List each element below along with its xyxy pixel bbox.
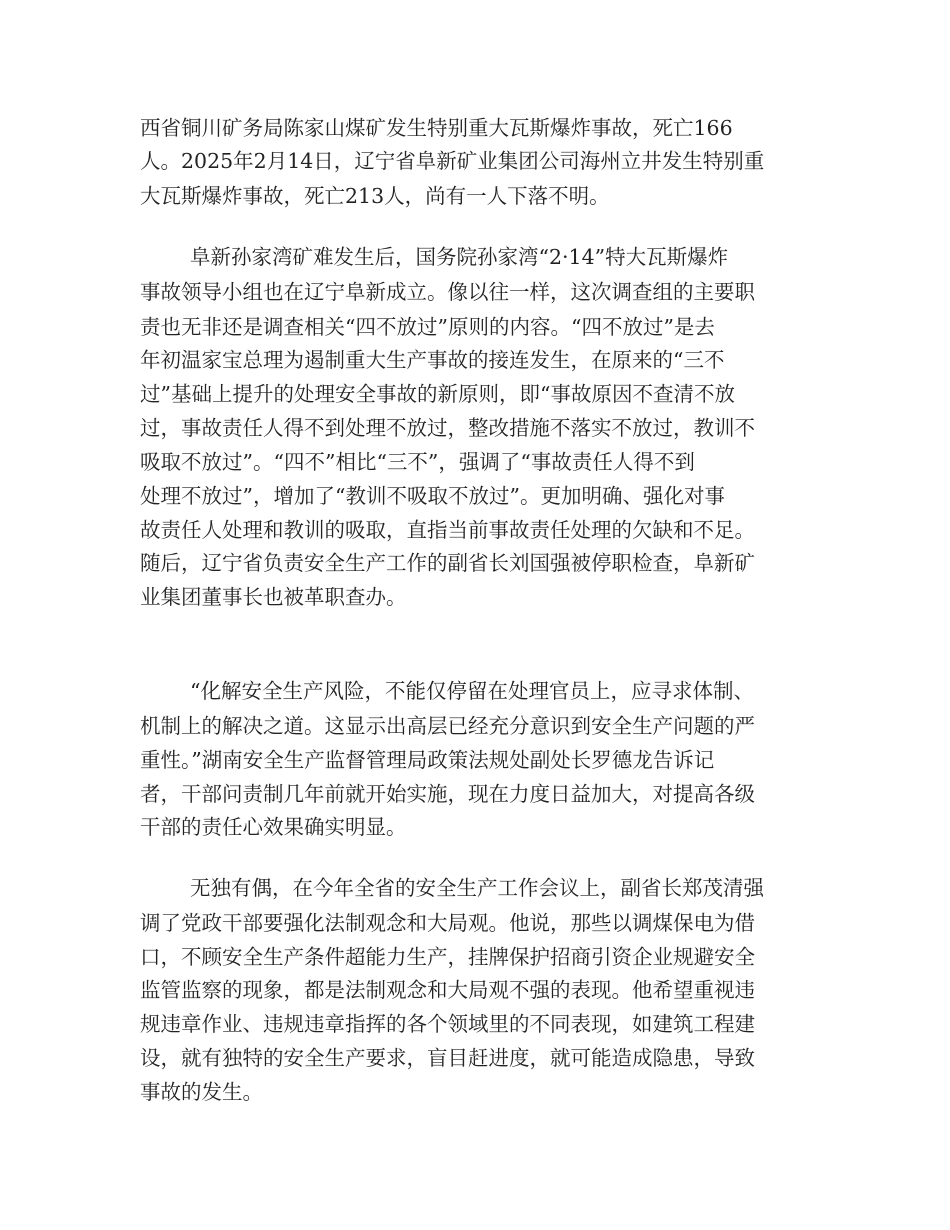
text-line: 大瓦斯爆炸事故，死亡213人，尚有一人下落不明。 [140,184,610,208]
text-line: 监管监察的现象，都是法制观念和大局观不强的表现。他希望重视违 [140,978,755,1002]
text-line: 重性。”湖南安全生产监督管理局政策法规处副处长罗德龙告诉记 [140,748,715,772]
text-line: “化解安全生产风险，不能仅停留在处理官员上，应寻求体制、 [190,679,754,703]
text-line: 过，事故责任人得不到处理不放过，整改措施不落实不放过，教训不 [140,416,755,440]
text-line: 业集团董事长也被革职查办。 [140,585,407,609]
text-line: 干部的责任心效果确实明显。 [140,815,407,839]
text-line: 故责任人处理和教训的吸取，直指当前事故责任处理的欠缺和不足。 [140,518,755,542]
text-line: 口，不顾安全生产条件超能力生产，挂牌保护招商引资企业规避安全 [140,945,755,969]
text-line: 无独有偶，在今年全省的安全生产工作会议上，副省长郑茂清强 [190,876,764,900]
text-line: 过”基础上提升的处理安全事故的新原则，即“事故原因不查清不放 [140,382,735,406]
text-line: 事故领导小组也在辽宁阜新成立。像以往一样，这次调查组的主要职 [140,280,755,304]
text-line: 阜新孙家湾矿难发生后，国务院孙家湾“2·14”特大瓦斯爆炸 [190,245,729,269]
text-line: 事故的发生。 [140,1080,263,1104]
text-line: 年初温家宝总理为遏制重大生产事故的接连发生，在原来的“三不 [140,348,725,372]
text-line: 人。2025年2月14日，辽宁省阜新矿业集团公司海州立井发生特别重 [140,149,765,173]
text-line: 西省铜川矿务局陈家山煤矿发生特别重大瓦斯爆炸事故，死亡166 [140,116,733,140]
text-line: 机制上的解决之道。这显示出高层已经充分意识到安全生产问题的严 [140,714,755,738]
text-line: 责也无非还是调查相关“四不放过”原则的内容。“四不放过”是去 [140,315,715,339]
text-line: 处理不放过”，增加了“教训不吸取不放过”。更加明确、强化对事 [140,484,725,508]
text-line: 随后，辽宁省负责安全生产工作的副省长刘国强被停职检查，阜新矿 [140,551,755,575]
text-line: 规违章作业、违规违章指挥的各个领域里的不同表现，如建筑工程建 [140,1012,755,1036]
text-line: 吸取不放过”。“四不”相比“三不”，强调了“事故责任人得不到 [140,450,695,474]
text-line: 者，干部问责制几年前就开始实施，现在力度日益加大，对提高各级 [140,782,755,806]
text-line: 调了党政干部要强化法制观念和大局观。他说，那些以调煤保电为借 [140,911,755,935]
text-line: 设，就有独特的安全生产要求，盲目赶进度，就可能造成隐患，导致 [140,1046,755,1070]
